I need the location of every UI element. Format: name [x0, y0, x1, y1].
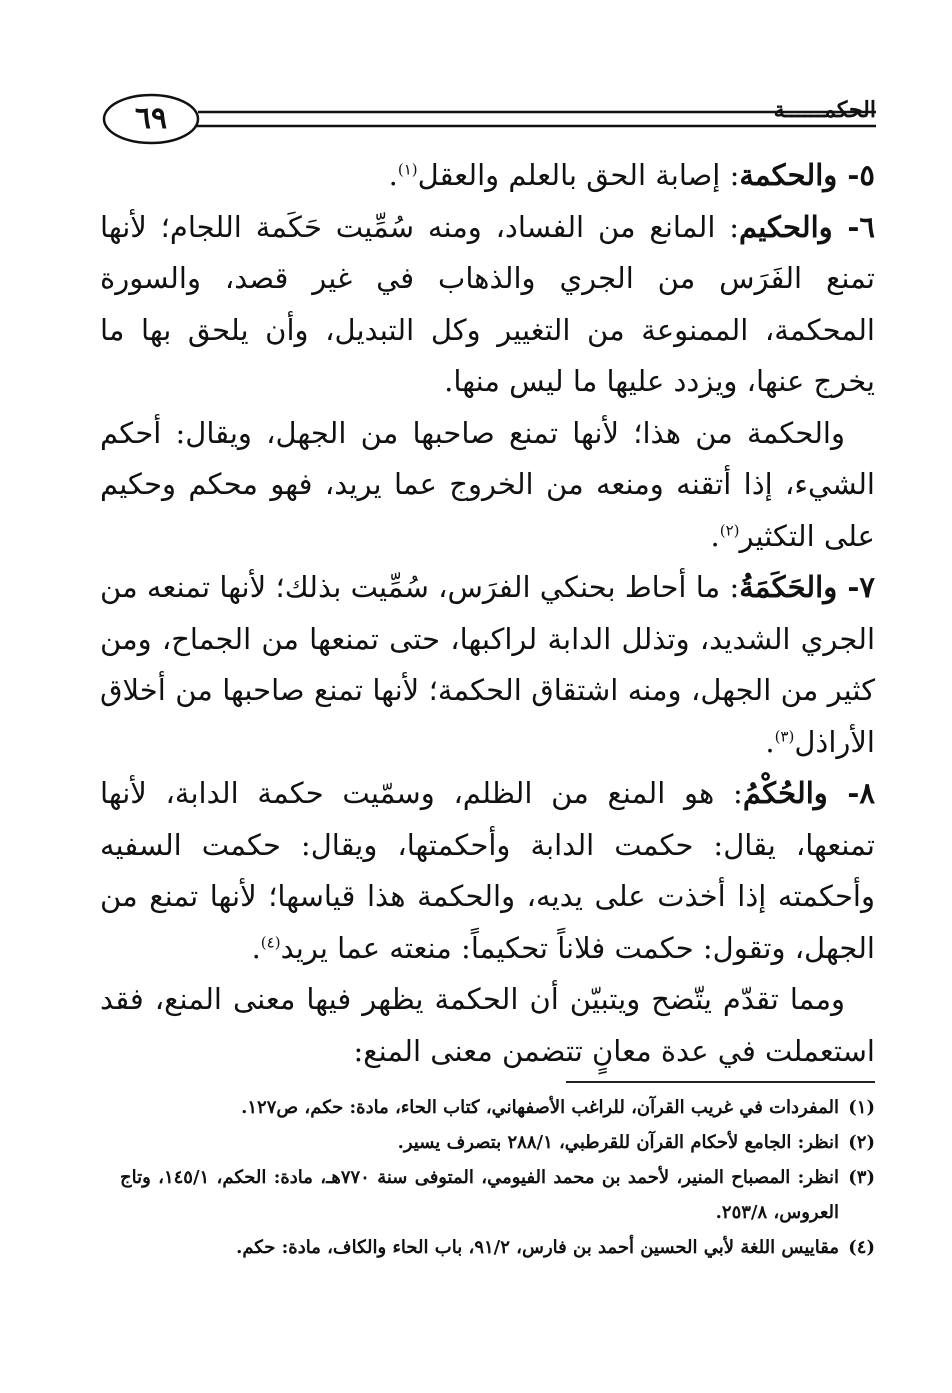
footnote-1 — [120, 1090, 875, 1125]
punctuation: . — [251, 930, 261, 965]
footnote-ref-2[interactable]: (٢) — [719, 520, 740, 539]
punctuation: . — [765, 724, 775, 759]
term-hakim: ٦- والحكيم — [738, 209, 875, 244]
punctuation: . — [710, 518, 720, 553]
footnote-number: (١) — [848, 1097, 875, 1118]
footnote-ref-4[interactable]: (٤) — [260, 932, 281, 951]
footnote-text: انظر: المصباح المنير، لأحمد بن محمد الفيومي، المتوفى سنة ٧٧٠هـ، مادة: الحكم، ١٤٥/١، وتاج العروس، ٢٥٣/٨. — [120, 1167, 839, 1223]
footnote-separator — [566, 1081, 875, 1083]
paragraph-text: : ما أحاط بحنكي الفرَس، سُمِّيت بذلك؛ لأنها تمنعه من الجري الشديد، وتذلل الدابة لراكبها، حتى تمنعها من الجماح، ومن كثير من الجهل، ومنه اشتقاق الحكمة؛ لأنها تمنع صاحبها من أخلاق الأراذل — [100, 570, 875, 759]
paragraph-hikma-from-this — [100, 408, 875, 563]
running-title: الحكمــــــة — [773, 97, 876, 123]
footnote-ref-1[interactable]: (١) — [397, 160, 418, 179]
footnote-4 — [120, 1230, 875, 1265]
term-hakama: ٧- والحَكَمَةُ — [739, 570, 875, 604]
paragraph-conclusion — [100, 974, 875, 1077]
footnotes — [120, 1090, 875, 1265]
footnote-2 — [120, 1125, 875, 1160]
footnote-number: (٢) — [848, 1132, 875, 1153]
main-text — [100, 150, 875, 1077]
term-hukm: ٨- والحُكْمُ — [742, 776, 875, 810]
footnote-number: (٣) — [848, 1167, 875, 1188]
paragraph-6 — [100, 202, 875, 408]
paragraph-7 — [100, 562, 875, 768]
term-hikma: ٥- والحكمة — [739, 158, 875, 192]
footnote-text: انظر: الجامع لأحكام القرآن للقرطبي، ٢٨٨/١ بتصرف يسير. — [397, 1132, 839, 1153]
paragraph-text: : المانع من الفساد، ومنه سُمِّيت حَكَمة اللجام؛ لأنها تمنع الفَرَس من الجري والذهاب في غير قصد، والسورة المحكمة، الممنوعة من التغيير وكل التبديل، وأن يلحق بها ما يخرج عنها، ويزدد عليها ما ليس منها. — [100, 209, 875, 398]
footnote-number: (٤) — [848, 1237, 875, 1258]
footnote-ref-3[interactable]: (٣) — [774, 726, 795, 745]
paragraph-text: ومما تقدّم يتّضح ويتبيّن أن الحكمة يظهر فيها معنى المنع، فقد استعملت في عدة معانٍ تتضمن معنى المنع: — [100, 982, 875, 1068]
paragraph-text: والحكمة من هذا؛ لأنها تمنع صاحبها من الجهل، ويقال: أحكم الشيء، إذا أتقنه ومنعه من الخروج عما يريد، فهو محكم وحكيم على التكثير — [100, 415, 875, 553]
paragraph-8 — [100, 768, 875, 974]
paragraph-5 — [100, 150, 875, 202]
punctuation: . — [388, 158, 398, 192]
footnote-3 — [120, 1160, 875, 1230]
paragraph-text: : هو المنع من الظلم، وسمّيت حكمة الدابة، لأنها تمنعها، يقال: حكمت الدابة وأحكمتها، ويقال: حكمت السفيه وأحكمته إذا أخذت على يديه، والحكمة هذا قياسها؛ لأنها تمنع من الجهل، وتقول: حكمت فلاناً تحكيماً: منعته عما يريد — [100, 776, 875, 965]
paragraph-text: : إصابة الحق بالعلم والعقل — [417, 158, 740, 192]
footnote-text: مقاييس اللغة لأبي الحسين أحمد بن فارس، ٩١/٢، باب الحاء والكاف، مادة: حكم. — [236, 1237, 839, 1258]
page-header — [0, 0, 952, 150]
page-number: ٦٩ — [134, 101, 168, 136]
footnote-text: المفردات في غريب القرآن، للراغب الأصفهاني، كتاب الحاء، مادة: حكم، ص١٢٧. — [241, 1097, 839, 1118]
